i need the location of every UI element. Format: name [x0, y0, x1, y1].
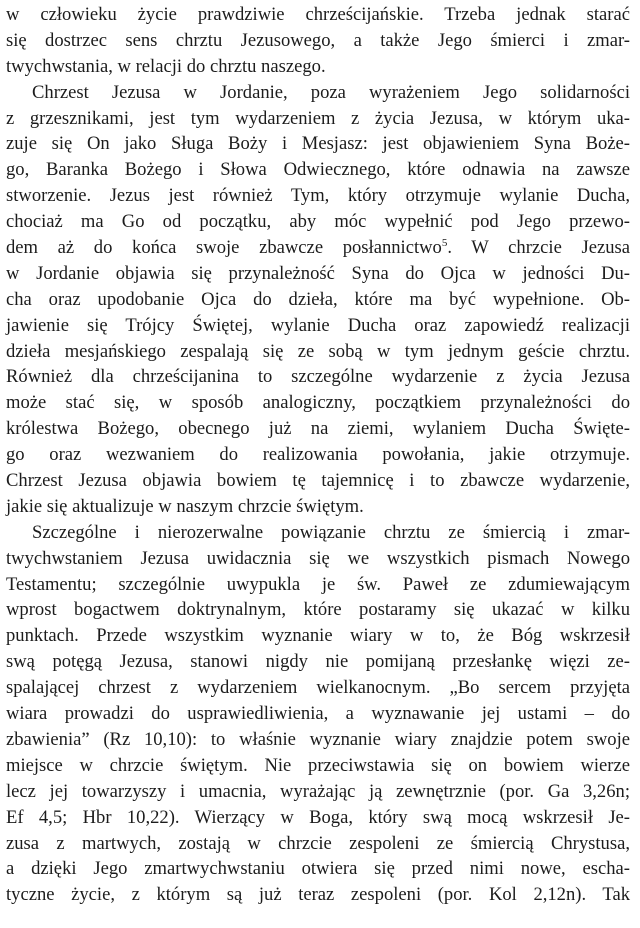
text-line: królestwa Bożego, obecnego już na ziemi, wylaniem Ducha Święte- — [6, 418, 630, 440]
text-line: tyczne życie, z którym są już teraz zespoleni (por. Kol 2,12n). Tak — [6, 884, 630, 906]
text-line: swą potęgą Jezusa, stanowi nigdy nie pomijaną przesłankę więzi ze- — [6, 651, 630, 673]
text-line: stworzenie. Jezus jest również Tym, który otrzymuje wylanie Ducha, — [6, 185, 630, 207]
text-line: Chrzest Jezusa w Jordanie, poza wyrażeniem Jego solidarności — [32, 81, 630, 103]
text-line: Szczególne i nierozerwalne powiązanie chrztu ze śmiercią i zmar- — [32, 521, 630, 543]
text-line: zusa z martwych, zostają w chrzcie zespoleni ze śmiercią Chrystusa, — [6, 832, 630, 854]
paragraph-1 — [6, 2, 630, 80]
text-segment: . W chrzcie Jezusa — [447, 237, 630, 259]
text-line: lecz jej towarzyszy i umacnia, wyrażając ją zewnętrznie (por. Ga 3,26n; — [6, 780, 630, 802]
text-line: zuje się On jako Sługa Boży i Mesjasz: jest objawieniem Syna Boże- — [6, 133, 630, 155]
text-line: może stać się, w sposób analogiczny, początkiem przynależności do — [6, 392, 630, 414]
text-line: Testamentu; szczególnie uwypukla je św. Paweł ze zdumiewającym — [6, 573, 630, 595]
text-line: Chrzest Jezusa objawia bowiem tę tajemnicę i to zbawcze wydarzenie, — [6, 470, 630, 492]
text-line: wiara prowadzi do usprawiedliwienia, a wyznawanie jej ustami – do — [6, 703, 630, 725]
text-line: jawienie się Trójcy Świętej, wylanie Ducha oraz zapowiedź realizacji — [6, 314, 630, 336]
text-line: się dostrzec sens chrztu Jezusowego, a także Jego śmierci i zmar- — [6, 29, 630, 51]
text-line: miejsce w chrzcie świętym. Nie przeciwstawia się on bowiem wierze — [6, 754, 630, 776]
paragraph-2 — [6, 80, 630, 520]
text-line: Ef 4,5; Hbr 10,22). Wierzący w Boga, który swą mocą wskrzesił Je- — [6, 806, 630, 828]
text-line: Również dla chrześcijanina to szczególne wydarzenie z życia Jezusa — [6, 366, 630, 388]
paragraph-3 — [6, 520, 630, 908]
text-line: jakie się aktualizuje w naszym chrzcie świętym. — [6, 495, 364, 517]
text-line: z grzesznikami, jest tym wydarzeniem z życia Jezusa, w którym uka- — [6, 107, 630, 129]
text-line: wprost bogactwem doktrynalnym, które postaramy się ukazać w kilku — [6, 599, 630, 621]
text-line: w człowieku życie prawdziwie chrześcijańskie. Trzeba jednak starać — [6, 4, 630, 25]
text-line: twychwstaniem Jezusa uwidacznia się we wszystkich pismach Nowego — [6, 547, 630, 569]
text-line-with-footnote — [6, 235, 630, 261]
text-line: cha oraz upodobanie Ojca do dzieła, które ma być wypełnione. Ob- — [6, 288, 630, 310]
text-line: zbawienia” (Rz 10,10): to właśnie wyznanie wiary znajdzie potem swoje — [6, 728, 630, 750]
text-line: spalającej chrzest z wydarzeniem wielkanocnym. „Bo sercem przyjęta — [6, 677, 630, 699]
text-line: a dzięki Jego zmartwychwstaniu otwiera się przed nimi nowe, escha- — [6, 858, 630, 880]
text-line: dzieła mesjańskiego zespalają się ze sobą w tym jednym geście chrztu. — [6, 340, 630, 362]
text-line: w Jordanie objawia się przynależność Syna do Ojca w jedności Du- — [6, 262, 630, 284]
text-line: go, Baranka Bożego i Słowa Odwiecznego, które odnawia na zawsze — [6, 159, 630, 181]
text-segment: dem aż do końca swoje zbawcze posłannictwo — [6, 237, 442, 259]
text-line: punktach. Przede wszystkim wyznanie wiary w to, że Bóg wskrzesił — [6, 625, 630, 647]
footnote-marker: 5 — [441, 236, 448, 249]
text-line: chociaż ma Go od początku, aby móc wypełnić pod Jego przewo- — [6, 211, 630, 233]
text-line: go oraz wezwaniem do realizowania powołania, jakie otrzymuje. — [6, 444, 630, 466]
book-page — [6, 2, 630, 908]
text-line: twychwstania, w relacji do chrztu naszego. — [6, 55, 326, 77]
